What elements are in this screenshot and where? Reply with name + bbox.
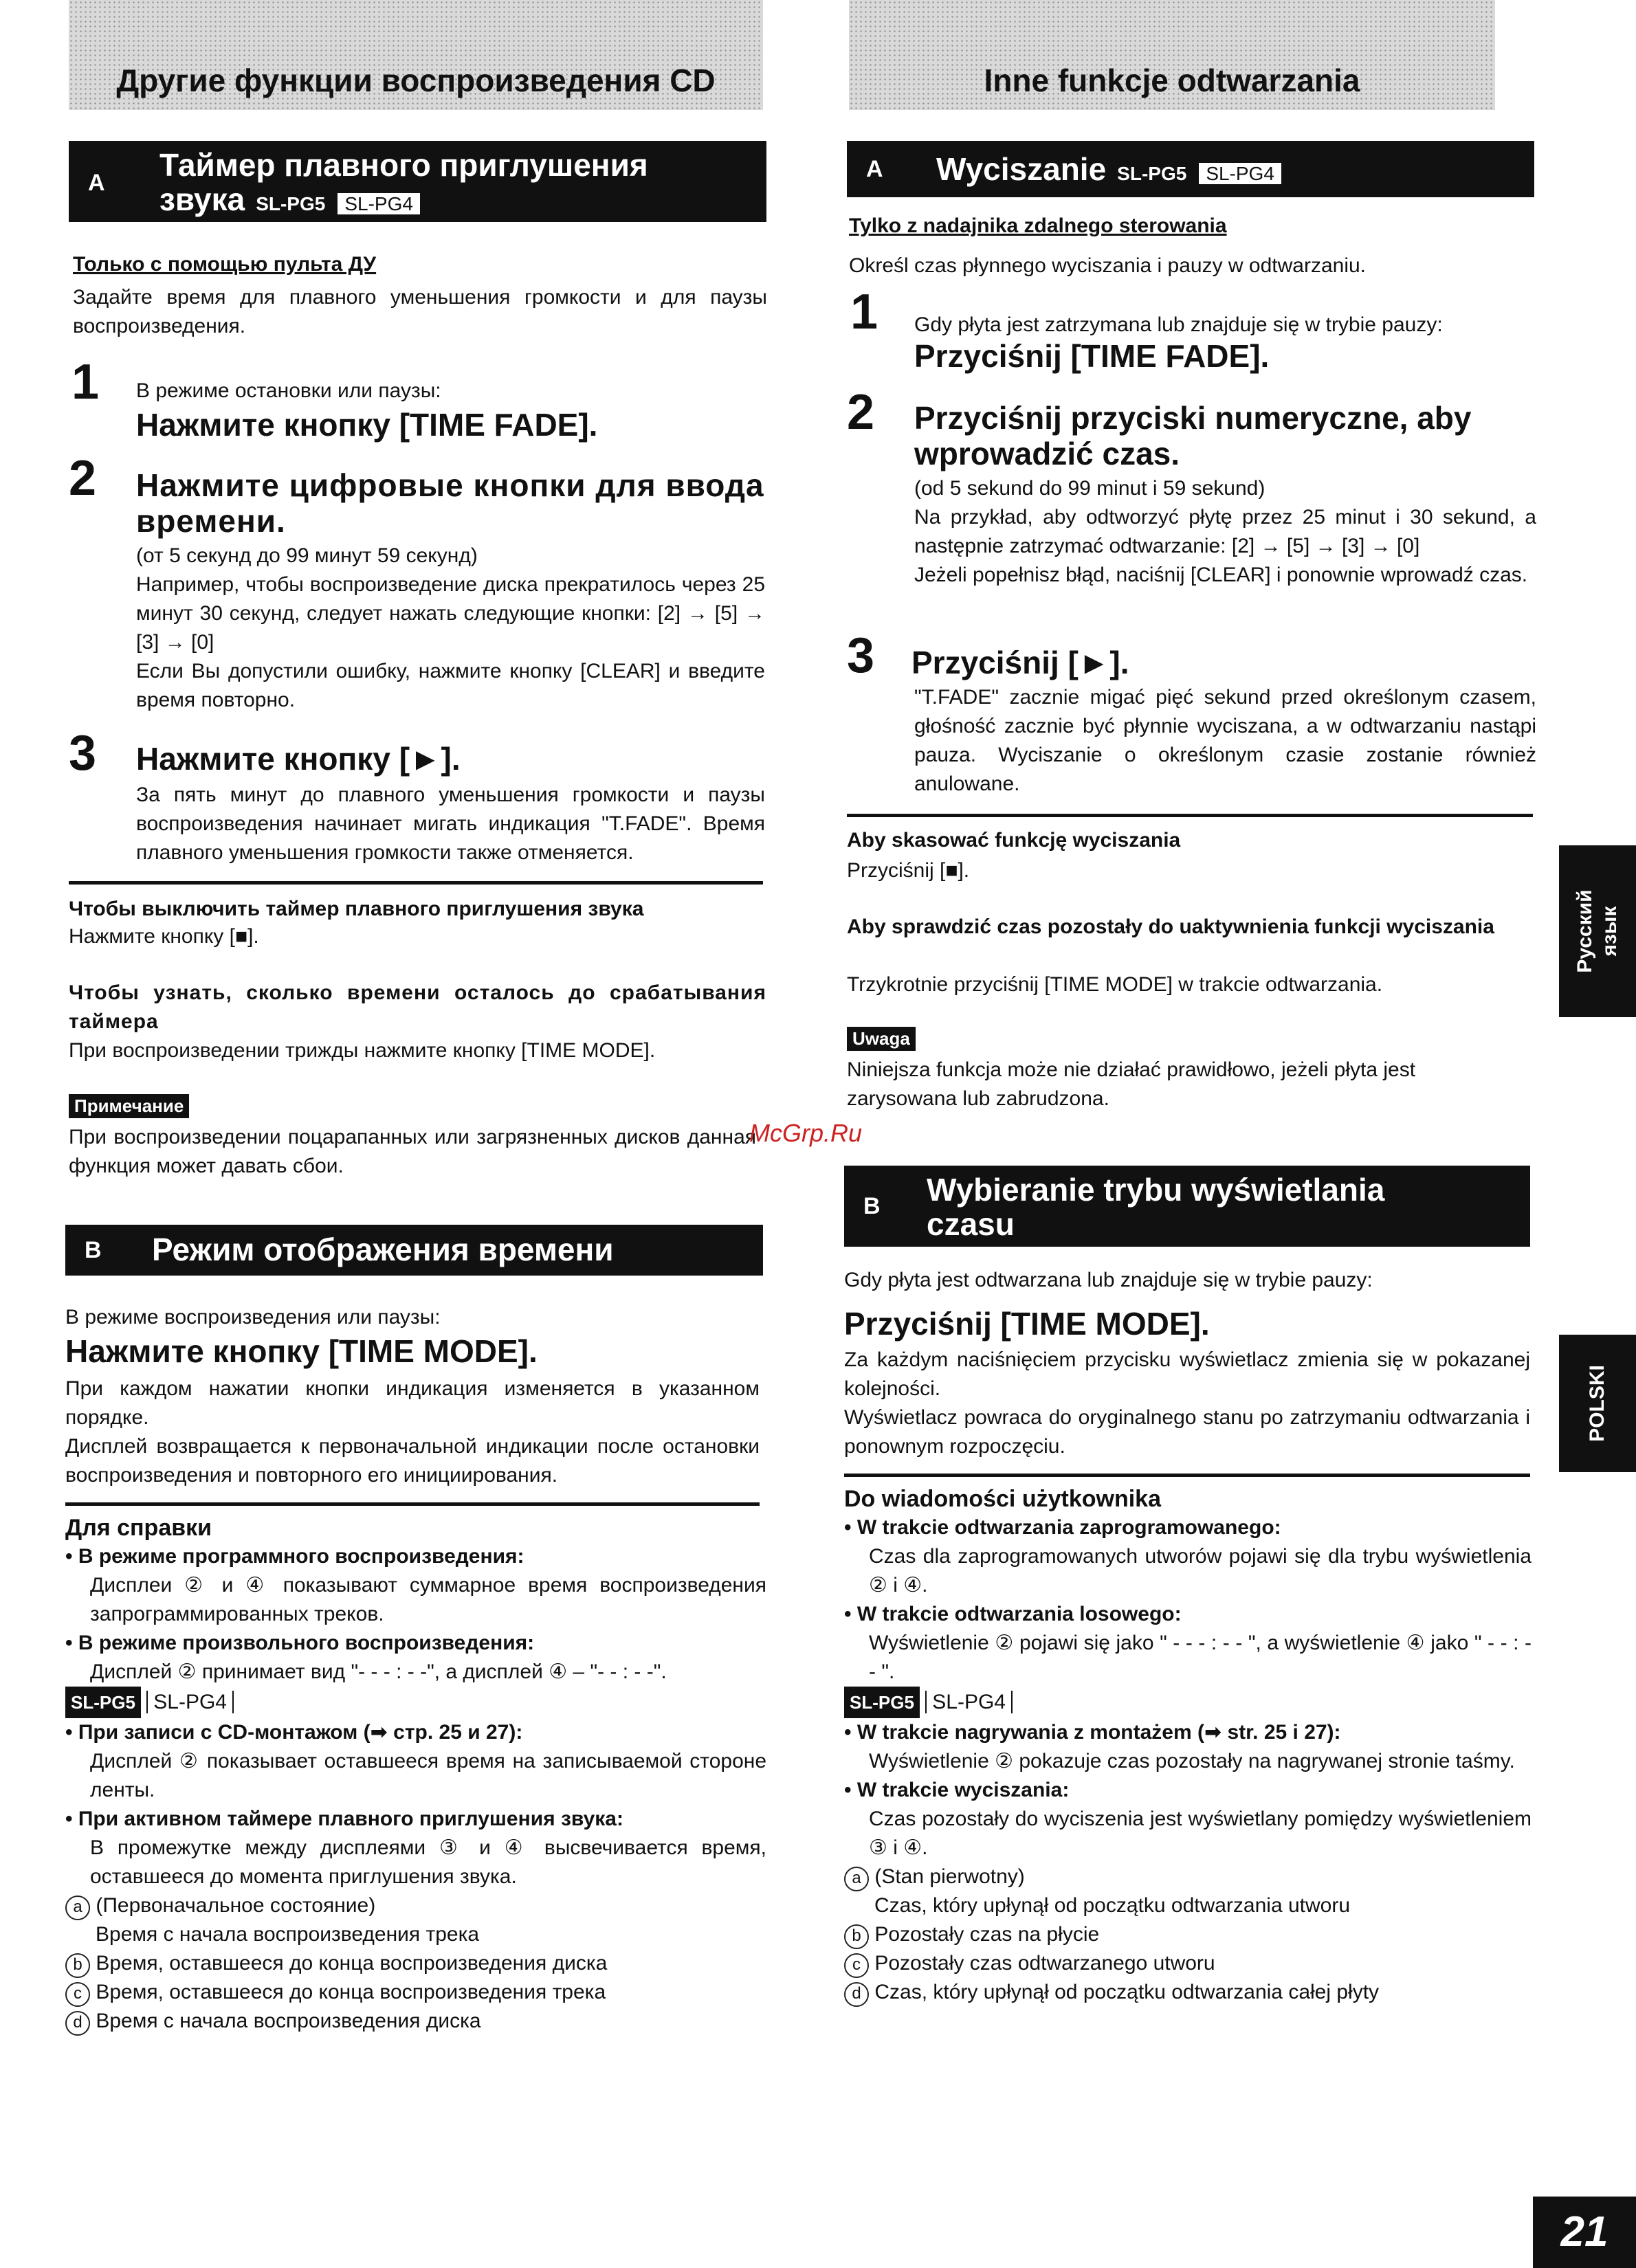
left-page-title: Другие функции воспроизведения CD [116, 63, 716, 98]
page-number: 21 [1560, 2208, 1609, 2256]
label-a: a [844, 1867, 869, 1891]
model-badge-pg4: SL-PG4 [1199, 163, 1281, 184]
right-cancel-title: Aby skasować funkcję wyciszania [847, 829, 1181, 852]
right-check-title: Aby sprawdzić czas pozostały do uaktywnienia funkcji wyciszania [847, 915, 1494, 938]
left-step1-action: Нажмите кнопку [TIME FADE]. [136, 407, 598, 443]
ref-item-a: a (Первоначальное состояние) [65, 1891, 766, 1920]
section-letter: B [863, 1193, 881, 1219]
left-step2-action: Нажмите цифровые кнопки для ввода времени. [136, 467, 764, 539]
left-reference-block [65, 1513, 766, 2036]
right-step3-action: Przyciśnij [►]. [911, 645, 1129, 680]
left-remote-only: Только с помощью пульта ДУ [73, 253, 377, 276]
ref-item-a-body: Время с начала воспроизведения трека [96, 1923, 480, 1946]
right-b-action: Przyciśnij [TIME MODE]. [844, 1306, 1210, 1342]
model-badge-pg4: SL-PG4 [338, 193, 420, 214]
page-number-box [1533, 2197, 1636, 2268]
ref-fade-body: В промежутке между дисплеями ③ и ④ высвечивается время, оставшееся до момента приглушения звука. [90, 1836, 766, 1888]
left-divider-1 [69, 881, 763, 885]
ref-rand-title: • W trakcie odtwarzania losowego: [844, 1600, 1532, 1629]
model-badge-pg4: SL-PG4 [925, 1691, 1013, 1713]
left-step1-pre: В режиме остановки или паузы: [136, 379, 441, 402]
ref-rand-body: Wyświetlenie ② pojawi się jako " - - - : - - ", a wyświetlenie ④ jako " - - : - - ". [869, 1632, 1532, 1683]
ref-rec-body: Дисплей ② показывает оставшееся время на записываемой стороне ленты. [90, 1750, 766, 1801]
section-title-line1: Wybieranie trybu wyświetlania [927, 1172, 1385, 1208]
left-step2-range: (от 5 секунд до 99 минут 59 секунд) [136, 544, 478, 567]
right-intro: Określ czas płynnego wyciszania i pauzy w odtwarzaniu. [849, 254, 1367, 277]
ref-item-d: d Время с начала воспроизведения диска [65, 2007, 766, 2036]
right-reference-block [844, 1485, 1532, 2007]
section-letter: A [866, 156, 883, 182]
model-badge-pg5: SL-PG5 [844, 1687, 920, 1718]
right-step2-error: Jeżeli popełnisz błąd, naciśnij [CLEAR] i ponownie wprowadź czas. [914, 564, 1528, 586]
section-title-line2: czasu [927, 1206, 1015, 1242]
model-badge-pg5: SL-PG5 [256, 193, 326, 214]
right-page-title: Inne funkcje odtwarzania [984, 63, 1360, 98]
left-step2-number: 2 [69, 451, 97, 506]
language-tab-russian [1559, 845, 1636, 1017]
right-step1-action: Przyciśnij [TIME FADE]. [914, 338, 1270, 374]
ref-item-a: a (Stan pierwotny) [844, 1863, 1532, 1891]
ref-models [844, 1687, 1532, 1718]
section-title-line1: Таймер плавного приглушения [159, 147, 648, 183]
language-tab-polski [1559, 1335, 1636, 1472]
ref-item-a-body: Czas, który upłynął od początku odtwarzania utworu [874, 1894, 1351, 1917]
left-cancel-title: Чтобы выключить таймер плавного приглушения звука [69, 898, 644, 920]
left-note-tag-wrap [69, 1094, 189, 1118]
right-header-band [849, 0, 1495, 110]
left-check-title: Чтобы узнать, сколько времени осталось до срабатывания таймера [69, 981, 766, 1033]
model-badge-pg4: SL-PG4 [146, 1691, 234, 1713]
left-step2-error: Если Вы допустили ошибку, нажмите кнопку [CLEAR] и введите время повторно. [136, 660, 765, 711]
right-cancel-body: Przyciśnij [■]. [847, 859, 970, 882]
ref-title: Для справки [65, 1515, 212, 1541]
ref-item-c: c Время, оставшееся до конца воспроизведения трека [65, 1978, 766, 2007]
ref-fade-title: • При активном таймере плавного приглушения звука: [65, 1805, 766, 1834]
ref-rand-body: Дисплей ② принимает вид "- - - : - -", а дисплей ④ – "- - : - -". [90, 1660, 667, 1683]
ref-rec-title: • W trakcie nagrywania z montażem (➡ str. 25 i 27): [844, 1718, 1532, 1747]
right-step2-number: 2 [847, 385, 875, 440]
section-letter: B [85, 1237, 102, 1263]
left-note-body: При воспроизведении поцарапанных или загрязненных дисков данная функция может давать сбои. [69, 1126, 756, 1177]
left-step2-body: Например, чтобы воспроизведение диска прекратилось через 25 минут 30 секунд, следует нажать следующие кнопки: [2] → [5] → [3] → [0] [136, 573, 765, 654]
right-b-body1: Za każdym naciśnięciem przycisku wyświetlacz zmienia się w pokazanej kolejności. [844, 1348, 1530, 1400]
label-b: b [844, 1924, 869, 1949]
ref-item-d: d Czas, który upłynął od początku odtwarzania całej płyty [844, 1978, 1532, 2007]
ref-item-b: b Pozostały czas na płycie [844, 1920, 1532, 1949]
right-step3-body: "T.FADE" zacznie migać pięć sekund przed określonym czasem, głośność zacznie być płynnie wyciszana, a w odtwarzaniu nastąpi pauza. Wyciszanie o określonym czasie zostanie również anulowane. [914, 686, 1536, 795]
left-cancel-body: Нажмите кнопку [■]. [69, 925, 259, 948]
left-intro: Задайте время для плавного уменьшения громкости и для паузы воспроизведения. [73, 286, 767, 337]
left-section-a-header [69, 141, 766, 222]
ref-prog-body: Czas dla zaprogramowanych utworów pojawi się dla trybu wyświetlenia ② i ④. [869, 1545, 1532, 1597]
ref-prog-title: • В режиме программного воспроизведения: [65, 1542, 766, 1571]
left-header-band [69, 0, 763, 110]
section-title [159, 148, 648, 221]
right-divider-2 [844, 1474, 1530, 1477]
section-letter: A [88, 170, 105, 196]
label-d: d [65, 2011, 90, 2036]
ref-fade-body: Czas pozostały do wyciszenia jest wyświetlany pomiędzy wyświetleniem ③ i ④. [869, 1808, 1532, 1859]
right-step2-range: (od 5 sekund do 99 minut i 59 sekund) [914, 477, 1265, 500]
ref-prog-title: • W trakcie odtwarzania zaprogramowanego: [844, 1513, 1532, 1542]
left-b-body2: Дисплей возвращается к первоначальной индикации после остановки воспроизведения и повторного его инициирования. [65, 1435, 760, 1487]
ref-item-b: b Время, оставшееся до конца воспроизведения диска [65, 1949, 766, 1978]
ref-rand-title: • В режиме произвольного воспроизведения: [65, 1629, 766, 1658]
ref-rec-body: Wyświetlenie ② pokazuje czas pozostały na nagrywanej stronie taśmy. [869, 1750, 1515, 1772]
language-tab-polski-label: POLSKI [1586, 1365, 1609, 1442]
right-check-body: Trzykrotnie przyciśnij [TIME MODE] w trakcie odtwarzania. [847, 973, 1383, 996]
right-step2-action: Przyciśnij przyciski numeryczne, aby wprowadzić czas. [914, 400, 1472, 471]
right-b-pre: Gdy płyta jest odtwarzana lub znajduje się w trybie pauzy: [844, 1269, 1373, 1291]
label-b: b [65, 1953, 90, 1978]
ref-models [65, 1687, 766, 1718]
ref-prog-body: Дисплеи ② и ④ показывают суммарное время воспроизведения запрограммированных треков. [90, 1574, 766, 1625]
left-check-body: При воспроизведении трижды нажмите кнопку [TIME MODE]. [69, 1039, 656, 1062]
model-badge-pg5: SL-PG5 [65, 1687, 141, 1718]
label-d: d [844, 1982, 869, 2007]
left-step3-body: За пять минут до плавного уменьшения громкости и паузы воспроизведения начинает мигать индикация "T.FADE". Время плавного уменьшения громкости также отменяется. [136, 783, 765, 864]
left-step3-number: 3 [69, 726, 97, 781]
right-step1-number: 1 [850, 285, 878, 340]
right-divider-1 [847, 814, 1533, 817]
section-title-line2: звука SL-PG5 SL-PG4 [159, 182, 648, 221]
language-tab-russian-label: Русский язык [1573, 889, 1621, 973]
ref-fade-title: • W trakcie wyciszania: [844, 1776, 1532, 1805]
left-b-body1: При каждом нажатии кнопки индикация изменяется в указанном порядке. [65, 1377, 760, 1429]
watermark: McGrp.Ru [749, 1119, 863, 1147]
left-b-action: Нажмите кнопку [TIME MODE]. [65, 1333, 538, 1369]
left-b-pre: В режиме воспроизведения или паузы: [65, 1306, 441, 1328]
label-c: c [844, 1953, 869, 1978]
right-step2-body: Na przykład, aby odtworzyć płytę przez 25 minut i 30 sekund, a następnie zatrzymać odtwarzanie: [2] → [5] → [3] → [0] [914, 506, 1536, 557]
note-tag: Примечание [69, 1094, 189, 1118]
section-title [927, 1172, 1384, 1241]
right-step3-number: 3 [847, 628, 875, 683]
right-note-body: Niniejsza funkcja może nie działać prawidłowo, jeżeli płyta jest zarysowana lub zabrudzona. [847, 1058, 1416, 1110]
right-remote-only: Tylko z nadajnika zdalnego sterowania [849, 214, 1227, 237]
left-step3-action: Нажмите кнопку [►]. [136, 741, 461, 777]
section-title: Режим отображения времени [152, 1232, 614, 1267]
right-section-a-header [847, 141, 1534, 197]
ref-item-c: c Pozostały czas odtwarzanego utworu [844, 1949, 1532, 1978]
note-tag: Uwaga [847, 1027, 916, 1051]
ref-title: Do wiadomości użytkownika [844, 1486, 1161, 1512]
right-step1-pre: Gdy płyta jest zatrzymana lub znajduje się w trybie pauzy: [914, 313, 1443, 336]
right-note-tag-wrap [847, 1027, 916, 1051]
ref-rec-title: • При записи с CD-монтажом (➡ стр. 25 и 27): [65, 1718, 766, 1747]
right-section-b-header [844, 1166, 1530, 1247]
left-divider-2 [65, 1502, 760, 1506]
left-step1-number: 1 [71, 355, 100, 410]
label-a: a [65, 1895, 90, 1920]
section-title: Wyciszanie SL-PG5 SL-PG4 [936, 152, 1281, 191]
model-badge-pg5: SL-PG5 [1117, 163, 1187, 184]
right-b-body2: Wyświetlacz powraca do oryginalnego stanu po zatrzymaniu odtwarzania i ponownym rozpoczęciu. [844, 1406, 1530, 1458]
label-c: c [65, 1982, 90, 2007]
left-section-b-header [65, 1225, 763, 1276]
